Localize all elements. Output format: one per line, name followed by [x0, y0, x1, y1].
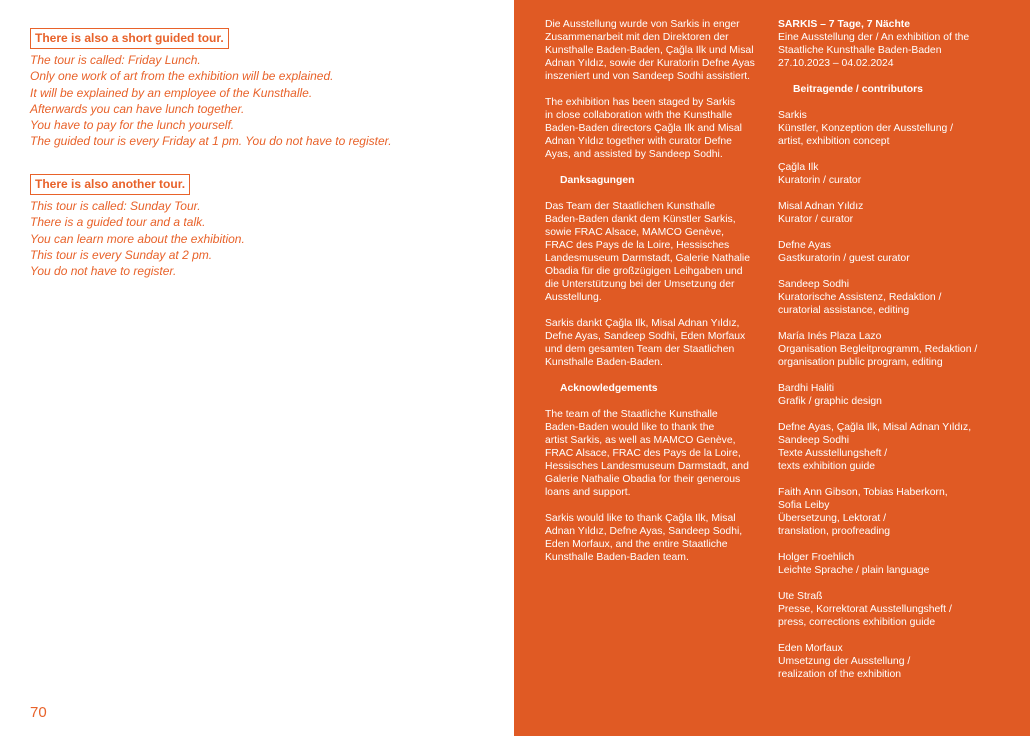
credits-column-right: [778, 18, 977, 681]
another-tour-heading: There is also another tour.: [30, 174, 190, 195]
contributor-line: Sarkis: [778, 110, 807, 121]
paragraph-gap: [778, 538, 977, 551]
paragraph-gap: [778, 265, 977, 278]
exhibition-subtitle-line: 27.10.2023 – 04.02.2024: [778, 58, 894, 69]
thanks-de-line: Das Team der Staatlichen Kunsthalle: [545, 201, 716, 212]
contributor-line: artist, exhibition concept: [778, 136, 890, 147]
paragraph-gap: [778, 577, 977, 590]
contributor-line: Gastkuratorin / guest curator: [778, 253, 910, 264]
contributor-line: press, corrections exhibition guide: [778, 617, 936, 628]
contributor-line: Sandeep Sodhi: [778, 435, 850, 446]
another-tour-line: This tour is called: Sunday Tour.: [30, 199, 201, 213]
paragraph-gap: [545, 395, 755, 408]
paragraph-gap: [545, 369, 755, 382]
contributor-line: texts exhibition guide: [778, 461, 876, 472]
thanks-en-line: Galerie Nathalie Obadia for their generous: [545, 474, 741, 485]
short-tour-line: The tour is called: Friday Lunch.: [30, 53, 201, 67]
contributor-line: Bardhi Haliti: [778, 383, 835, 394]
intro-en-line: Ayas, and assisted by Sandeep Sodhi.: [545, 149, 723, 160]
intro-de-line: Kunsthalle Baden-Baden, Çağla Ilk und Misal: [545, 45, 754, 56]
short-tour-heading: There is also a short guided tour.: [30, 28, 229, 49]
contributor-line: Kuratorische Assistenz, Redaktion /: [778, 292, 942, 303]
contributor-line: realization of the exhibition: [778, 669, 902, 680]
thanks-en-line: artist Sarkis, as well as MAMCO Genève,: [545, 435, 736, 446]
contributor-line: Texte Ausstellungsheft /: [778, 448, 888, 459]
paragraph-gap: [545, 187, 755, 200]
contributor-line: Sandeep Sodhi: [778, 279, 850, 290]
paragraph-gap: [778, 96, 977, 109]
another-tour-line: You can learn more about the exhibition.: [30, 231, 245, 246]
paragraph-gap: [778, 629, 977, 642]
contributor-line: Presse, Korrektorat Ausstellungsheft /: [778, 604, 952, 615]
another-tour-line: This tour is every Sunday at 2 pm.: [30, 247, 213, 262]
contributor-line: Grafik / graphic design: [778, 396, 882, 407]
page-number: 70: [30, 704, 47, 721]
paragraph-gap: [778, 369, 977, 382]
contributor-line: Ute Straß: [778, 591, 823, 602]
exhibition-title: SARKIS – 7 Tage, 7 Nächte: [778, 19, 911, 30]
paragraph-gap: [778, 473, 977, 486]
contributor-line: Leichte Sprache / plain language: [778, 565, 930, 576]
short-tour-section: [30, 28, 392, 150]
contributor-line: curatorial assistance, editing: [778, 305, 910, 316]
contributor-line: organisation public program, editing: [778, 357, 943, 368]
another-tour-line: There is a guided tour and a talk.: [30, 215, 206, 230]
intro-de-line: Adnan Yıldız, sowie der Kuratorin Defne Ayas: [545, 58, 755, 69]
paragraph-gap: [545, 304, 755, 317]
contributor-line: Holger Froehlich: [778, 552, 855, 563]
paragraph-gap: [545, 161, 755, 174]
thanks-de-line: Obadia für die großzügigen Leihgaben und: [545, 266, 743, 277]
intro-en-line: Baden-Baden directors Çağla Ilk and Misal: [545, 123, 742, 134]
contributors-heading: Beitragende / contributors: [793, 84, 923, 95]
paragraph-gap: [778, 70, 977, 83]
short-tour-line: It will be explained by an employee of the Kunsthalle.: [30, 85, 313, 100]
paragraph-gap: [778, 148, 977, 161]
short-tour-line: Only one work of art from the exhibition will be explained.: [30, 69, 334, 84]
contributor-line: Umsetzung der Ausstellung /: [778, 656, 911, 667]
contributor-line: Defne Ayas: [778, 240, 831, 251]
thanks-de-line: Landesmuseum Darmstadt, Galerie Nathalie: [545, 253, 751, 264]
contributor-line: Eden Morfaux: [778, 643, 843, 654]
thanks-de-line: Defne Ayas, Sandeep Sodhi, Eden Morfaux: [545, 331, 746, 342]
contributor-line: Kuratorin / curator: [778, 175, 862, 186]
intro-de-line: Zusammenarbeit mit den Direktoren der: [545, 32, 729, 43]
contributor-line: translation, proofreading: [778, 526, 891, 537]
thanks-de-line: Baden-Baden dankt dem Künstler Sarkis,: [545, 214, 736, 225]
intro-de-line: inszeniert und von Sandeep Sodhi assistiert.: [545, 71, 751, 82]
thanks-en-line: loans and support.: [545, 487, 631, 498]
contributor-line: Faith Ann Gibson, Tobias Haberkorn,: [778, 487, 948, 498]
thanks-en-line: FRAC Alsace, FRAC des Pays de la Loire,: [545, 448, 741, 459]
thanks-de-line: und dem gesamten Team der Staatlichen: [545, 344, 735, 355]
exhibition-subtitle-line: Staatliche Kunsthalle Baden-Baden: [778, 45, 942, 56]
short-tour-line: You have to pay for the lunch yourself.: [30, 118, 235, 133]
exhibition-subtitle-line: Eine Ausstellung der / An exhibition of the: [778, 32, 970, 43]
paragraph-gap: [778, 226, 977, 239]
thanks-en-line: Baden-Baden would like to thank the: [545, 422, 715, 433]
contributor-line: Organisation Begleitprogramm, Redaktion /: [778, 344, 978, 355]
credits-column-left: [545, 18, 755, 564]
paragraph-gap: [778, 317, 977, 330]
thanks-en-line: Sarkis would like to thank Çağla Ilk, Misal: [545, 513, 736, 524]
right-page: [514, 0, 1030, 736]
contributor-line: Übersetzung, Lektorat /: [778, 513, 887, 524]
thanks-en-heading: Acknowledgements: [560, 383, 658, 394]
contributor-line: Misal Adnan Yıldız: [778, 201, 864, 212]
thanks-de-heading: Danksagungen: [560, 175, 635, 186]
short-tour-line: Afterwards you can have lunch together.: [30, 101, 245, 116]
thanks-de-line: die Unterstützung bei der Umsetzung der: [545, 279, 735, 290]
intro-en-line: The exhibition has been staged by Sarkis: [545, 97, 736, 108]
thanks-en-line: Kunsthalle Baden-Baden team.: [545, 552, 689, 563]
paragraph-gap: [778, 187, 977, 200]
paragraph-gap: [545, 499, 755, 512]
contributor-line: Çağla Ilk: [778, 162, 819, 173]
short-tour-line: The guided tour is every Friday at 1 pm. You do not have to register.: [30, 134, 392, 149]
left-page: [0, 0, 514, 736]
thanks-de-line: Ausstellung.: [545, 292, 602, 303]
thanks-en-line: Hessisches Landesmuseum Darmstadt, and: [545, 461, 749, 472]
thanks-en-line: Eden Morfaux, and the entire Staatliche: [545, 539, 728, 550]
another-tour-section: [30, 174, 245, 279]
thanks-de-line: sowie FRAC Alsace, MAMCO Genève,: [545, 227, 725, 238]
thanks-de-line: Sarkis dankt Çağla Ilk, Misal Adnan Yıldız,: [545, 318, 740, 329]
intro-de-line: Die Ausstellung wurde von Sarkis in enger: [545, 19, 740, 30]
contributor-line: Kurator / curator: [778, 214, 854, 225]
paragraph-gap: [778, 408, 977, 421]
intro-en-line: in close collaboration with the Kunsthalle: [545, 110, 733, 121]
contributor-line: Defne Ayas, Çağla Ilk, Misal Adnan Yıldız,: [778, 422, 972, 433]
thanks-en-line: The team of the Staatliche Kunsthalle: [545, 409, 718, 420]
paragraph-gap: [545, 83, 755, 96]
contributor-line: María Inés Plaza Lazo: [778, 331, 882, 342]
intro-en-line: Adnan Yıldız together with curator Defne: [545, 136, 732, 147]
another-tour-line: You do not have to register.: [30, 264, 177, 279]
thanks-de-line: Kunsthalle Baden-Baden.: [545, 357, 663, 368]
thanks-de-line: FRAC des Pays de la Loire, Hessisches: [545, 240, 730, 251]
contributor-line: Sofia Leiby: [778, 500, 830, 511]
contributor-line: Künstler, Konzeption der Ausstellung /: [778, 123, 954, 134]
thanks-en-line: Adnan Yıldız, Defne Ayas, Sandeep Sodhi,: [545, 526, 743, 537]
